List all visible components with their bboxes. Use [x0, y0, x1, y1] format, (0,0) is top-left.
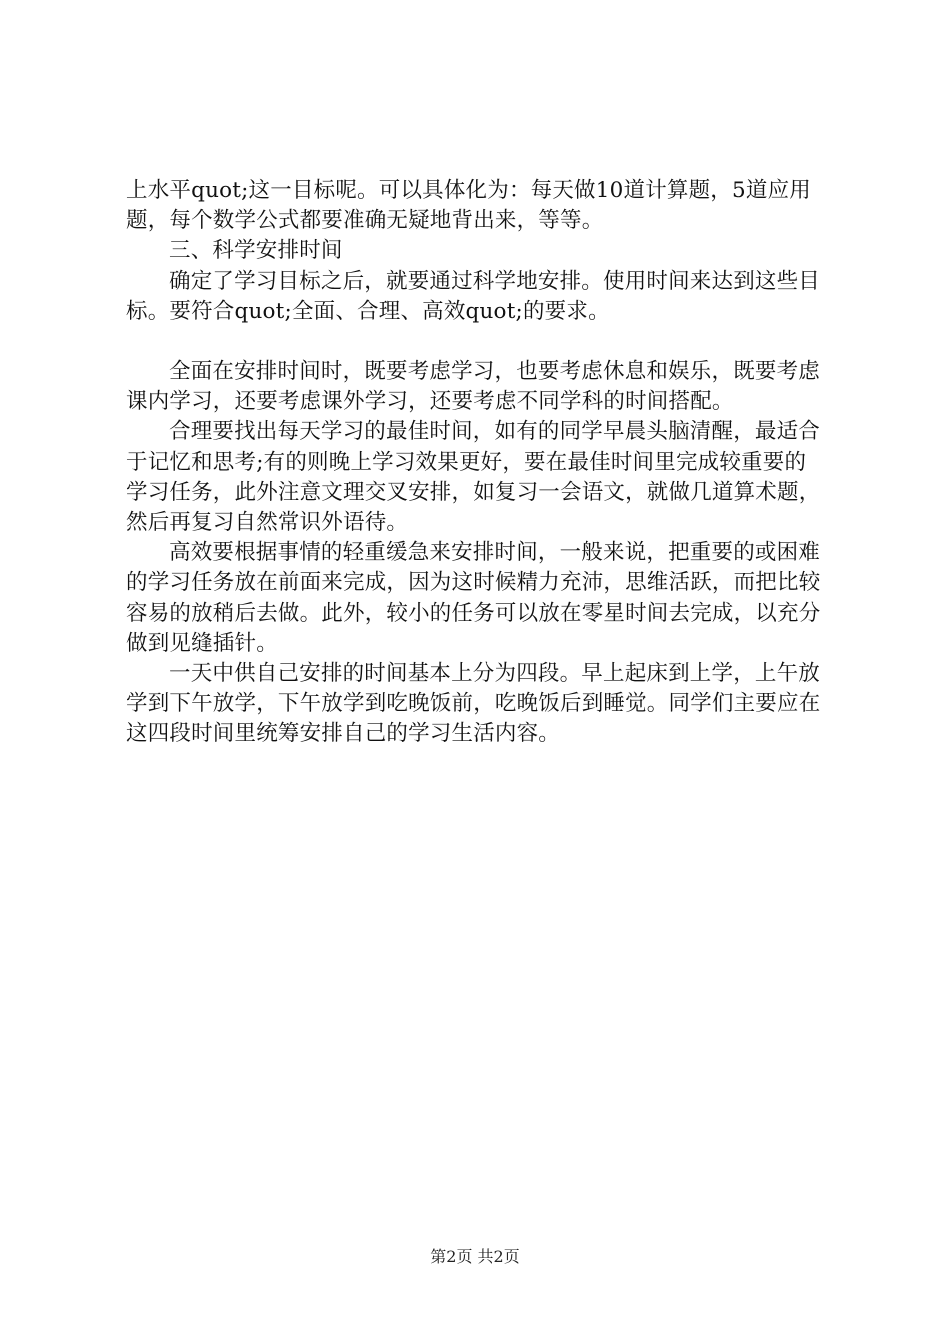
- paragraph-comprehensive: 全面在安排时间时，既要考虑学习，也要考虑休息和娱乐，既要考虑课内学习，还要考虑课外学习，还要考虑不同学科的时间搭配。: [126, 359, 821, 415]
- section-heading: 三、科学安排时间: [169, 238, 343, 264]
- paragraph-reasonable: 合理要找出每天学习的最佳时间，如有的同学早晨头脑清醒，最适合于记忆和思考;有的则晚上学习效果更好，要在最佳时间里完成较重要的学习任务，此外注意文理交叉安排，如复习一会语文，就做几道算术题，然后再复习自然常识外语待。: [126, 419, 821, 536]
- document-body: [126, 176, 826, 750]
- paragraph-continuation: 上水平quot;这一目标呢。可以具体化为：每天做10道计算题，5道应用题，每个数学公式都要准确无疑地背出来，等等。: [126, 178, 811, 234]
- paragraph-intro: 确定了学习目标之后，就要通过科学地安排。使用时间来达到这些目标。要符合quot;全面、合理、高效quot;的要求。: [126, 268, 821, 324]
- paragraph-daily-schedule: 一天中供自己安排的时间基本上分为四段。早上起床到上学，上午放学到下午放学，下午放学到吃晚饭前，吃晚饭后到睡觉。同学们主要应在这四段时间里统筹安排自己的学习生活内容。: [126, 661, 821, 747]
- paragraph-efficient: 高效要根据事情的轻重缓急来安排时间，一般来说，把重要的或困难的学习任务放在前面来完成，因为这时候精力充沛，思维活跃，而把比较容易的放稍后去做。此外，较小的任务可以放在零星时间去完成，以充分做到见缝插针。: [126, 540, 821, 656]
- page-footer: 第2页 共2页: [430, 1247, 520, 1266]
